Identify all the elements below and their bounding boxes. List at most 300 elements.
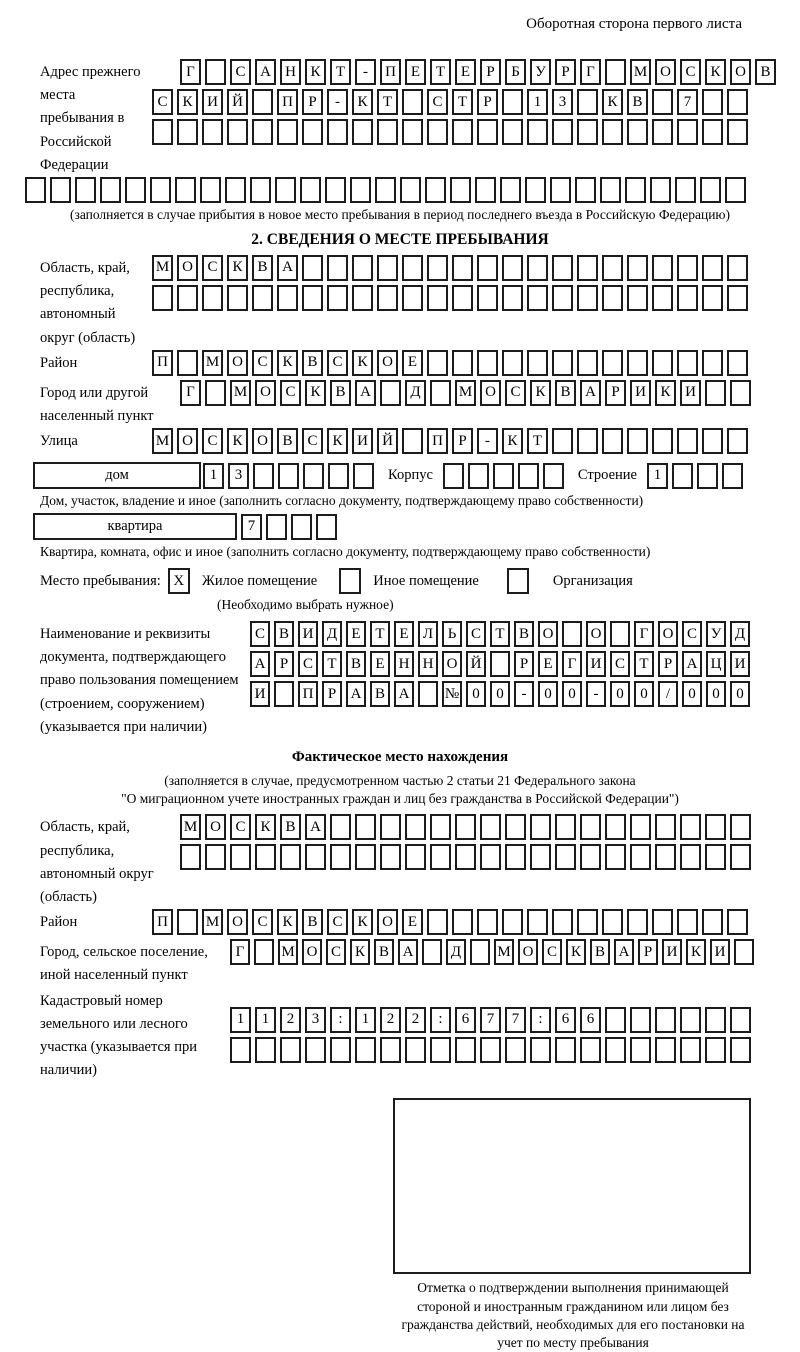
char-cell[interactable]	[475, 177, 496, 203]
char-cell[interactable]	[677, 285, 698, 311]
char-cell[interactable]: В	[755, 59, 776, 85]
char-cell[interactable]	[700, 177, 721, 203]
char-cell[interactable]: В	[302, 350, 323, 376]
char-cell[interactable]: И	[202, 89, 223, 115]
char-cell[interactable]	[425, 177, 446, 203]
char-cell[interactable]: О	[377, 350, 398, 376]
char-cell[interactable]	[705, 1037, 726, 1063]
char-cell[interactable]: Е	[455, 59, 476, 85]
char-cell[interactable]	[627, 285, 648, 311]
char-cell[interactable]	[427, 350, 448, 376]
char-cell[interactable]: Т	[430, 59, 451, 85]
char-cell[interactable]: В	[590, 939, 610, 965]
char-cell[interactable]	[580, 1037, 601, 1063]
char-cell[interactable]	[605, 1037, 626, 1063]
char-cell[interactable]	[627, 909, 648, 935]
char-cell[interactable]	[402, 89, 423, 115]
char-cell[interactable]	[252, 285, 273, 311]
char-cell[interactable]: А	[277, 255, 298, 281]
char-cell[interactable]	[730, 844, 751, 870]
char-cell[interactable]	[275, 177, 296, 203]
char-cell[interactable]: Ц	[706, 651, 726, 677]
char-cell[interactable]	[452, 909, 473, 935]
char-cell[interactable]	[527, 285, 548, 311]
char-cell[interactable]	[480, 844, 501, 870]
char-cell[interactable]	[530, 814, 551, 840]
char-cell[interactable]	[227, 285, 248, 311]
char-cell[interactable]: 0	[466, 681, 486, 707]
char-cell[interactable]	[377, 119, 398, 145]
char-cell[interactable]	[552, 909, 573, 935]
char-cell[interactable]: М	[152, 428, 173, 454]
char-cell[interactable]: А	[305, 814, 326, 840]
char-cell[interactable]: К	[705, 59, 726, 85]
char-cell[interactable]	[655, 1007, 676, 1033]
char-cell[interactable]: 3	[305, 1007, 326, 1033]
char-cell[interactable]	[677, 255, 698, 281]
char-cell[interactable]	[150, 177, 171, 203]
char-cell[interactable]	[330, 814, 351, 840]
char-cell[interactable]: 1	[647, 463, 668, 489]
char-cell[interactable]: А	[355, 380, 376, 406]
char-cell[interactable]	[502, 909, 523, 935]
char-cell[interactable]: В	[280, 814, 301, 840]
char-cell[interactable]	[543, 463, 564, 489]
char-cell[interactable]: О	[255, 380, 276, 406]
char-cell[interactable]	[380, 844, 401, 870]
char-cell[interactable]	[278, 463, 299, 489]
char-cell[interactable]: О	[302, 939, 322, 965]
char-cell[interactable]	[602, 428, 623, 454]
char-cell[interactable]	[291, 514, 312, 540]
char-cell[interactable]: М	[494, 939, 514, 965]
char-cell[interactable]	[680, 1037, 701, 1063]
char-cell[interactable]	[452, 350, 473, 376]
char-cell[interactable]	[443, 463, 464, 489]
char-cell[interactable]	[402, 255, 423, 281]
char-cell[interactable]: /	[658, 681, 678, 707]
char-cell[interactable]: С	[302, 428, 323, 454]
char-cell[interactable]: 2	[380, 1007, 401, 1033]
char-cell[interactable]: И	[710, 939, 730, 965]
char-cell[interactable]: М	[230, 380, 251, 406]
char-cell[interactable]: А	[255, 59, 276, 85]
char-cell[interactable]: О	[730, 59, 751, 85]
char-cell[interactable]	[602, 909, 623, 935]
char-cell[interactable]	[477, 909, 498, 935]
char-cell[interactable]: В	[346, 651, 366, 677]
char-cell[interactable]	[302, 285, 323, 311]
char-cell[interactable]: П	[152, 909, 173, 935]
char-cell[interactable]: 0	[634, 681, 654, 707]
char-cell[interactable]: 3	[228, 463, 249, 489]
char-cell[interactable]: М	[202, 350, 223, 376]
char-cell[interactable]: С	[505, 380, 526, 406]
char-cell[interactable]	[480, 814, 501, 840]
char-cell[interactable]	[652, 255, 673, 281]
char-cell[interactable]	[327, 255, 348, 281]
char-cell[interactable]	[177, 285, 198, 311]
char-cell[interactable]	[727, 89, 748, 115]
char-cell[interactable]	[502, 255, 523, 281]
char-cell[interactable]	[702, 909, 723, 935]
char-cell[interactable]: У	[706, 621, 726, 647]
char-cell[interactable]: С	[252, 350, 273, 376]
char-cell[interactable]: П	[380, 59, 401, 85]
char-cell[interactable]	[280, 844, 301, 870]
char-cell[interactable]	[652, 119, 673, 145]
char-cell[interactable]: №	[442, 681, 462, 707]
char-cell[interactable]: 1	[230, 1007, 251, 1033]
char-cell[interactable]: И	[298, 621, 318, 647]
char-cell[interactable]: Р	[514, 651, 534, 677]
char-cell[interactable]: С	[326, 939, 346, 965]
char-cell[interactable]: М	[202, 909, 223, 935]
char-cell[interactable]	[730, 380, 751, 406]
char-cell[interactable]	[530, 1037, 551, 1063]
char-cell[interactable]: Г	[562, 651, 582, 677]
char-cell[interactable]	[205, 380, 226, 406]
char-cell[interactable]	[493, 463, 514, 489]
char-cell[interactable]	[280, 1037, 301, 1063]
char-cell[interactable]: Т	[452, 89, 473, 115]
char-cell[interactable]	[627, 255, 648, 281]
char-cell[interactable]	[580, 844, 601, 870]
char-cell[interactable]	[227, 119, 248, 145]
char-cell[interactable]	[427, 909, 448, 935]
char-cell[interactable]: Р	[302, 89, 323, 115]
char-cell[interactable]	[350, 177, 371, 203]
char-cell[interactable]	[477, 285, 498, 311]
char-cell[interactable]: 0	[706, 681, 726, 707]
char-cell[interactable]: Г	[230, 939, 250, 965]
char-cell[interactable]	[455, 844, 476, 870]
char-cell[interactable]: К	[277, 350, 298, 376]
char-cell[interactable]: О	[518, 939, 538, 965]
char-cell[interactable]: 7	[505, 1007, 526, 1033]
char-cell[interactable]	[468, 463, 489, 489]
char-cell[interactable]: С	[682, 621, 702, 647]
char-cell[interactable]	[730, 1007, 751, 1033]
char-cell[interactable]: С	[250, 621, 270, 647]
char-cell[interactable]	[552, 119, 573, 145]
char-cell[interactable]: В	[514, 621, 534, 647]
char-cell[interactable]	[677, 909, 698, 935]
char-cell[interactable]	[303, 463, 324, 489]
char-cell[interactable]	[655, 814, 676, 840]
char-cell[interactable]	[577, 350, 598, 376]
char-cell[interactable]	[518, 463, 539, 489]
char-cell[interactable]: К	[655, 380, 676, 406]
char-cell[interactable]	[652, 89, 673, 115]
stay-type-checkbox-residential[interactable]: X	[168, 568, 190, 594]
char-cell[interactable]: -	[327, 89, 348, 115]
char-cell[interactable]	[605, 844, 626, 870]
char-cell[interactable]: О	[480, 380, 501, 406]
char-cell[interactable]: К	[177, 89, 198, 115]
char-cell[interactable]: Р	[274, 651, 294, 677]
char-cell[interactable]	[452, 119, 473, 145]
char-cell[interactable]: А	[580, 380, 601, 406]
char-cell[interactable]: П	[427, 428, 448, 454]
char-cell[interactable]	[605, 59, 626, 85]
char-cell[interactable]: О	[227, 909, 248, 935]
char-cell[interactable]	[266, 514, 287, 540]
char-cell[interactable]: В	[330, 380, 351, 406]
char-cell[interactable]	[602, 255, 623, 281]
char-cell[interactable]: Р	[480, 59, 501, 85]
char-cell[interactable]	[577, 119, 598, 145]
char-cell[interactable]	[255, 844, 276, 870]
char-cell[interactable]: К	[227, 255, 248, 281]
char-cell[interactable]: К	[350, 939, 370, 965]
char-cell[interactable]: К	[277, 909, 298, 935]
char-cell[interactable]	[502, 350, 523, 376]
char-cell[interactable]	[250, 177, 271, 203]
char-cell[interactable]	[202, 119, 223, 145]
char-cell[interactable]: Е	[538, 651, 558, 677]
char-cell[interactable]: А	[394, 681, 414, 707]
char-cell[interactable]	[630, 1037, 651, 1063]
char-cell[interactable]	[650, 177, 671, 203]
char-cell[interactable]	[727, 428, 748, 454]
char-cell[interactable]: Д	[730, 621, 750, 647]
char-cell[interactable]	[705, 1007, 726, 1033]
char-cell[interactable]: Б	[505, 59, 526, 85]
char-cell[interactable]	[330, 1037, 351, 1063]
char-cell[interactable]: А	[346, 681, 366, 707]
char-cell[interactable]: Т	[330, 59, 351, 85]
char-cell[interactable]	[205, 844, 226, 870]
char-cell[interactable]	[355, 814, 376, 840]
char-cell[interactable]: М	[455, 380, 476, 406]
char-cell[interactable]	[702, 350, 723, 376]
char-cell[interactable]: Р	[452, 428, 473, 454]
char-cell[interactable]: О	[658, 621, 678, 647]
char-cell[interactable]: Е	[402, 350, 423, 376]
char-cell[interactable]: -	[477, 428, 498, 454]
char-cell[interactable]	[254, 939, 274, 965]
char-cell[interactable]	[552, 350, 573, 376]
char-cell[interactable]: К	[352, 350, 373, 376]
char-cell[interactable]	[552, 255, 573, 281]
char-cell[interactable]: К	[327, 428, 348, 454]
char-cell[interactable]: О	[227, 350, 248, 376]
char-cell[interactable]: О	[538, 621, 558, 647]
char-cell[interactable]	[527, 119, 548, 145]
char-cell[interactable]: К	[566, 939, 586, 965]
char-cell[interactable]: Р	[605, 380, 626, 406]
char-cell[interactable]	[702, 285, 723, 311]
char-cell[interactable]	[422, 939, 442, 965]
char-cell[interactable]: 1	[203, 463, 224, 489]
char-cell[interactable]: В	[277, 428, 298, 454]
char-cell[interactable]	[577, 89, 598, 115]
char-cell[interactable]: Й	[466, 651, 486, 677]
char-cell[interactable]: Т	[377, 89, 398, 115]
char-cell[interactable]	[25, 177, 46, 203]
char-cell[interactable]	[652, 428, 673, 454]
char-cell[interactable]: И	[586, 651, 606, 677]
char-cell[interactable]: Н	[418, 651, 438, 677]
char-cell[interactable]	[450, 177, 471, 203]
char-cell[interactable]	[477, 350, 498, 376]
stay-type-checkbox-organization[interactable]	[507, 568, 529, 594]
char-cell[interactable]: А	[682, 651, 702, 677]
char-cell[interactable]: В	[302, 909, 323, 935]
char-cell[interactable]	[702, 89, 723, 115]
char-cell[interactable]	[697, 463, 718, 489]
char-cell[interactable]: 6	[455, 1007, 476, 1033]
char-cell[interactable]	[630, 1007, 651, 1033]
char-cell[interactable]	[300, 177, 321, 203]
char-cell[interactable]: Е	[394, 621, 414, 647]
char-cell[interactable]: Й	[227, 89, 248, 115]
char-cell[interactable]	[680, 814, 701, 840]
char-cell[interactable]: С	[230, 59, 251, 85]
char-cell[interactable]	[152, 285, 173, 311]
char-cell[interactable]	[705, 380, 726, 406]
char-cell[interactable]	[330, 844, 351, 870]
char-cell[interactable]	[555, 844, 576, 870]
char-cell[interactable]	[375, 177, 396, 203]
char-cell[interactable]	[255, 1037, 276, 1063]
char-cell[interactable]	[500, 177, 521, 203]
char-cell[interactable]	[555, 814, 576, 840]
char-cell[interactable]: В	[627, 89, 648, 115]
char-cell[interactable]	[605, 1007, 626, 1033]
char-cell[interactable]	[527, 909, 548, 935]
char-cell[interactable]: О	[177, 428, 198, 454]
char-cell[interactable]: Р	[638, 939, 658, 965]
char-cell[interactable]: С	[298, 651, 318, 677]
char-cell[interactable]: А	[398, 939, 418, 965]
char-cell[interactable]	[175, 177, 196, 203]
char-cell[interactable]	[577, 909, 598, 935]
char-cell[interactable]	[452, 285, 473, 311]
char-cell[interactable]	[305, 1037, 326, 1063]
char-cell[interactable]: У	[530, 59, 551, 85]
char-cell[interactable]	[152, 119, 173, 145]
char-cell[interactable]	[277, 119, 298, 145]
char-cell[interactable]	[477, 255, 498, 281]
char-cell[interactable]	[328, 463, 349, 489]
char-cell[interactable]	[352, 119, 373, 145]
char-cell[interactable]	[705, 814, 726, 840]
char-cell[interactable]	[602, 350, 623, 376]
char-cell[interactable]	[602, 285, 623, 311]
char-cell[interactable]: К	[305, 380, 326, 406]
char-cell[interactable]: С	[427, 89, 448, 115]
char-cell[interactable]	[605, 814, 626, 840]
char-cell[interactable]	[352, 285, 373, 311]
char-cell[interactable]	[627, 119, 648, 145]
char-cell[interactable]: С	[202, 255, 223, 281]
char-cell[interactable]: С	[327, 350, 348, 376]
char-cell[interactable]: Е	[346, 621, 366, 647]
char-cell[interactable]	[252, 89, 273, 115]
char-cell[interactable]: К	[352, 909, 373, 935]
char-cell[interactable]: 6	[580, 1007, 601, 1033]
char-cell[interactable]	[655, 844, 676, 870]
char-cell[interactable]: К	[602, 89, 623, 115]
char-cell[interactable]	[477, 119, 498, 145]
char-cell[interactable]	[672, 463, 693, 489]
char-cell[interactable]: В	[274, 621, 294, 647]
char-cell[interactable]	[427, 255, 448, 281]
char-cell[interactable]	[730, 814, 751, 840]
char-cell[interactable]: А	[614, 939, 634, 965]
char-cell[interactable]	[200, 177, 221, 203]
char-cell[interactable]	[525, 177, 546, 203]
char-cell[interactable]	[380, 380, 401, 406]
char-cell[interactable]: В	[374, 939, 394, 965]
char-cell[interactable]: Т	[527, 428, 548, 454]
char-cell[interactable]: Г	[180, 380, 201, 406]
char-cell[interactable]	[405, 1037, 426, 1063]
char-cell[interactable]: 0	[562, 681, 582, 707]
char-cell[interactable]: 0	[538, 681, 558, 707]
char-cell[interactable]: И	[680, 380, 701, 406]
char-cell[interactable]: -	[514, 681, 534, 707]
char-cell[interactable]	[552, 428, 573, 454]
char-cell[interactable]	[680, 1007, 701, 1033]
char-cell[interactable]	[630, 814, 651, 840]
char-cell[interactable]	[402, 119, 423, 145]
char-cell[interactable]	[252, 119, 273, 145]
char-cell[interactable]	[177, 909, 198, 935]
char-cell[interactable]	[727, 119, 748, 145]
char-cell[interactable]: 1	[255, 1007, 276, 1033]
char-cell[interactable]: :	[430, 1007, 451, 1033]
char-cell[interactable]	[502, 119, 523, 145]
char-cell[interactable]: 0	[730, 681, 750, 707]
char-cell[interactable]: С	[542, 939, 562, 965]
char-cell[interactable]: С	[680, 59, 701, 85]
char-cell[interactable]: И	[730, 651, 750, 677]
char-cell[interactable]: 7	[241, 514, 262, 540]
char-cell[interactable]: К	[227, 428, 248, 454]
char-cell[interactable]	[177, 350, 198, 376]
char-cell[interactable]	[575, 177, 596, 203]
char-cell[interactable]	[402, 285, 423, 311]
char-cell[interactable]: Т	[634, 651, 654, 677]
char-cell[interactable]	[455, 814, 476, 840]
char-cell[interactable]: Г	[634, 621, 654, 647]
char-cell[interactable]	[316, 514, 337, 540]
char-cell[interactable]	[180, 844, 201, 870]
char-cell[interactable]	[75, 177, 96, 203]
char-cell[interactable]: Н	[280, 59, 301, 85]
char-cell[interactable]: Р	[555, 59, 576, 85]
char-cell[interactable]	[225, 177, 246, 203]
char-cell[interactable]: Р	[477, 89, 498, 115]
char-cell[interactable]: Д	[446, 939, 466, 965]
char-cell[interactable]: О	[252, 428, 273, 454]
char-cell[interactable]: К	[502, 428, 523, 454]
char-cell[interactable]	[400, 177, 421, 203]
char-cell[interactable]	[702, 255, 723, 281]
char-cell[interactable]: С	[230, 814, 251, 840]
char-cell[interactable]	[253, 463, 274, 489]
char-cell[interactable]	[302, 255, 323, 281]
char-cell[interactable]: 0	[490, 681, 510, 707]
char-cell[interactable]: П	[277, 89, 298, 115]
char-cell[interactable]: К	[255, 814, 276, 840]
char-cell[interactable]	[602, 119, 623, 145]
char-cell[interactable]: И	[630, 380, 651, 406]
char-cell[interactable]: Н	[394, 651, 414, 677]
